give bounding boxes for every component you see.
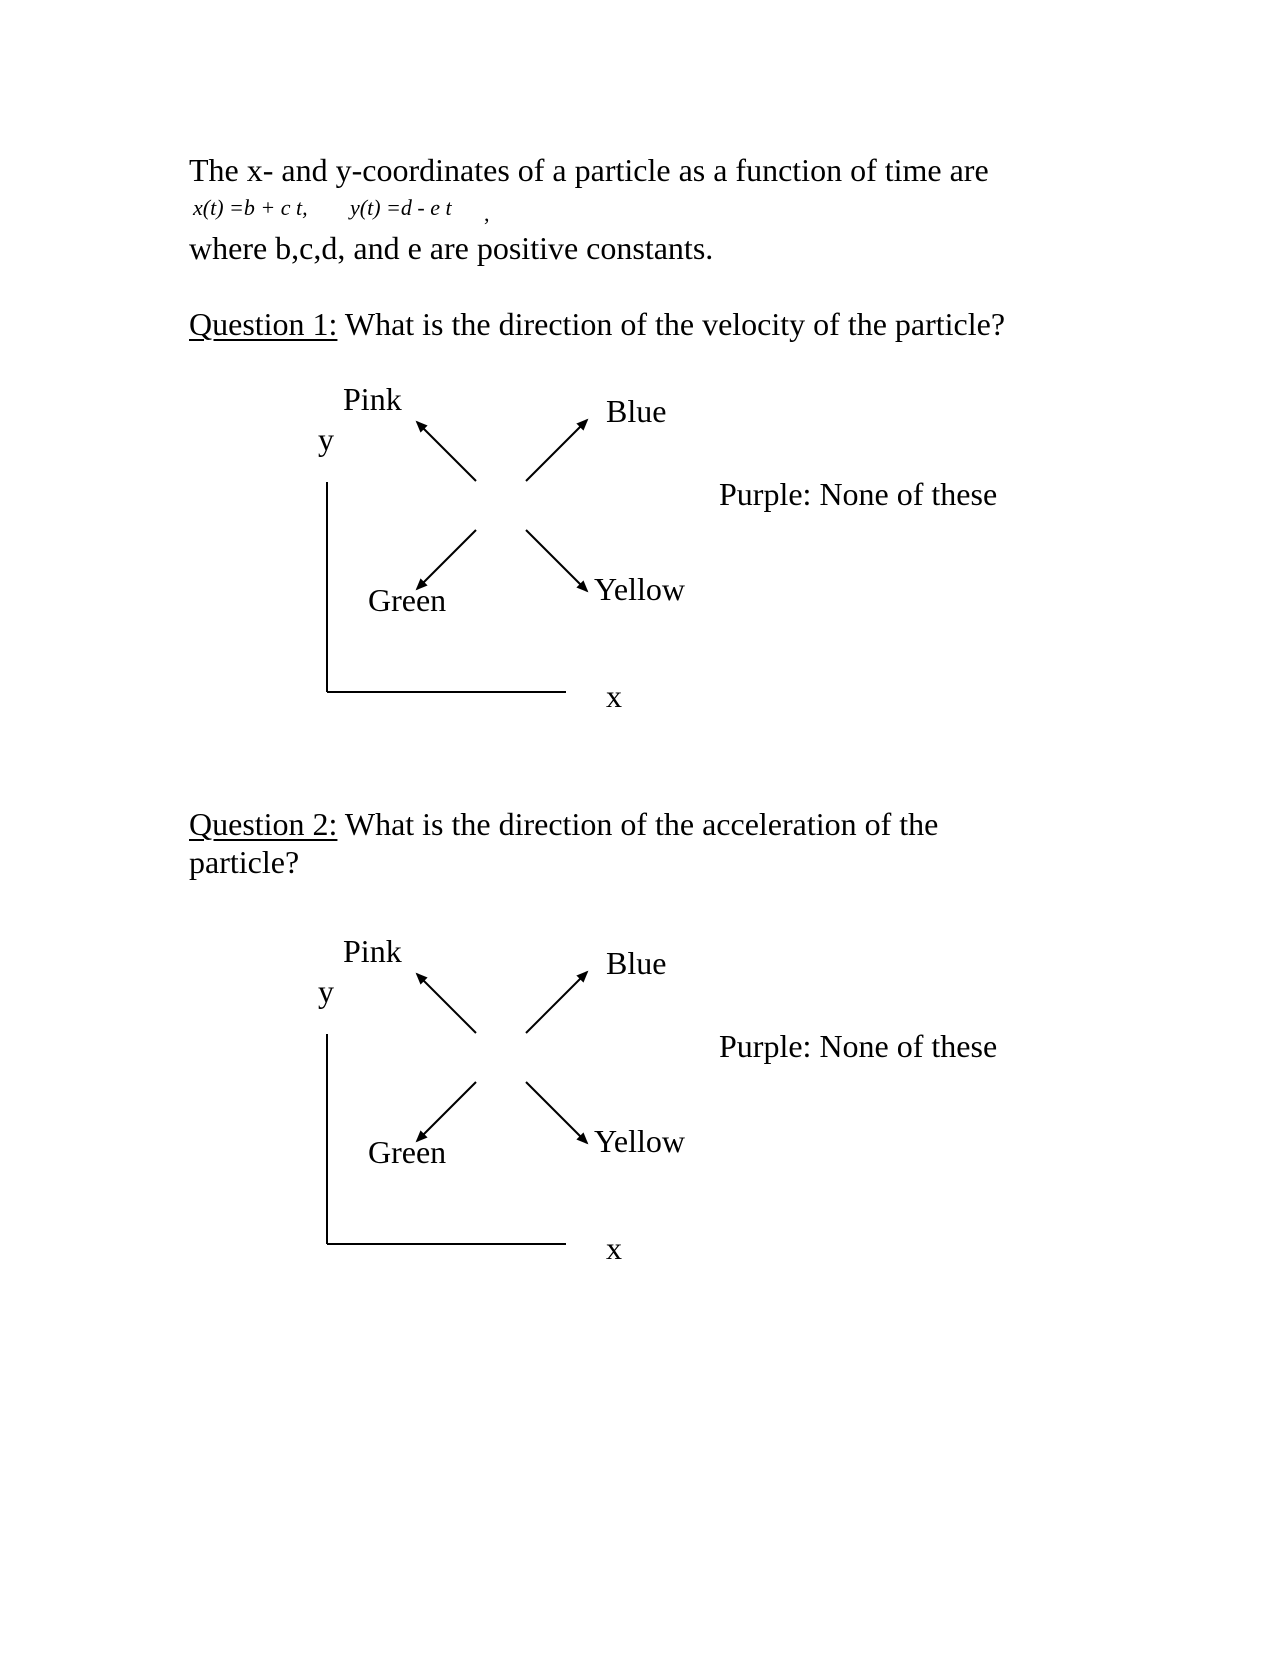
question-1-label: Question 1: — [189, 306, 338, 342]
option-yellow-label: Yellow — [594, 1123, 685, 1159]
direction-diagram-2 — [0, 922, 1280, 1262]
option-green-label: Green — [368, 1134, 447, 1170]
green-arrow — [417, 530, 476, 589]
x-axis-label: x — [606, 1230, 622, 1262]
question-2-text: What is the direction of the acceleration of the — [337, 806, 939, 842]
y-axis-label: y — [318, 973, 334, 1009]
question-1-text: What is the direction of the velocity of the particle? — [337, 306, 1006, 342]
blue-arrow — [526, 420, 587, 481]
question-2-continuation: particle? — [189, 844, 300, 880]
option-pink-label: Pink — [343, 933, 402, 969]
pink-arrow — [417, 422, 476, 481]
equation-x: x(t) =b + c t, — [193, 195, 308, 220]
blue-arrow — [526, 972, 587, 1033]
option-pink-label: Pink — [343, 381, 402, 417]
direction-diagram-1 — [0, 370, 1280, 710]
yellow-arrow — [526, 530, 587, 591]
intro-line: The x- and y-coordinates of a particle as a function of time are — [189, 152, 989, 188]
option-yellow-label: Yellow — [594, 571, 685, 607]
question-2 — [189, 805, 938, 843]
option-purple-label: Purple: None of these — [719, 476, 998, 512]
x-axis-label: x — [606, 678, 622, 710]
green-arrow — [417, 1082, 476, 1141]
option-blue-label: Blue — [606, 945, 667, 981]
equation-comma: , — [484, 201, 490, 226]
question-1 — [189, 305, 1005, 343]
y-axis-label: y — [318, 421, 334, 457]
equation-y: y(t) =d - e t — [350, 195, 452, 220]
option-purple-label: Purple: None of these — [719, 1028, 998, 1064]
constants-note: where b,c,d, and e are positive constants. — [189, 230, 714, 266]
option-green-label: Green — [368, 582, 447, 618]
yellow-arrow — [526, 1082, 587, 1143]
question-2-label: Question 2: — [189, 806, 338, 842]
pink-arrow — [417, 974, 476, 1033]
option-blue-label: Blue — [606, 393, 667, 429]
